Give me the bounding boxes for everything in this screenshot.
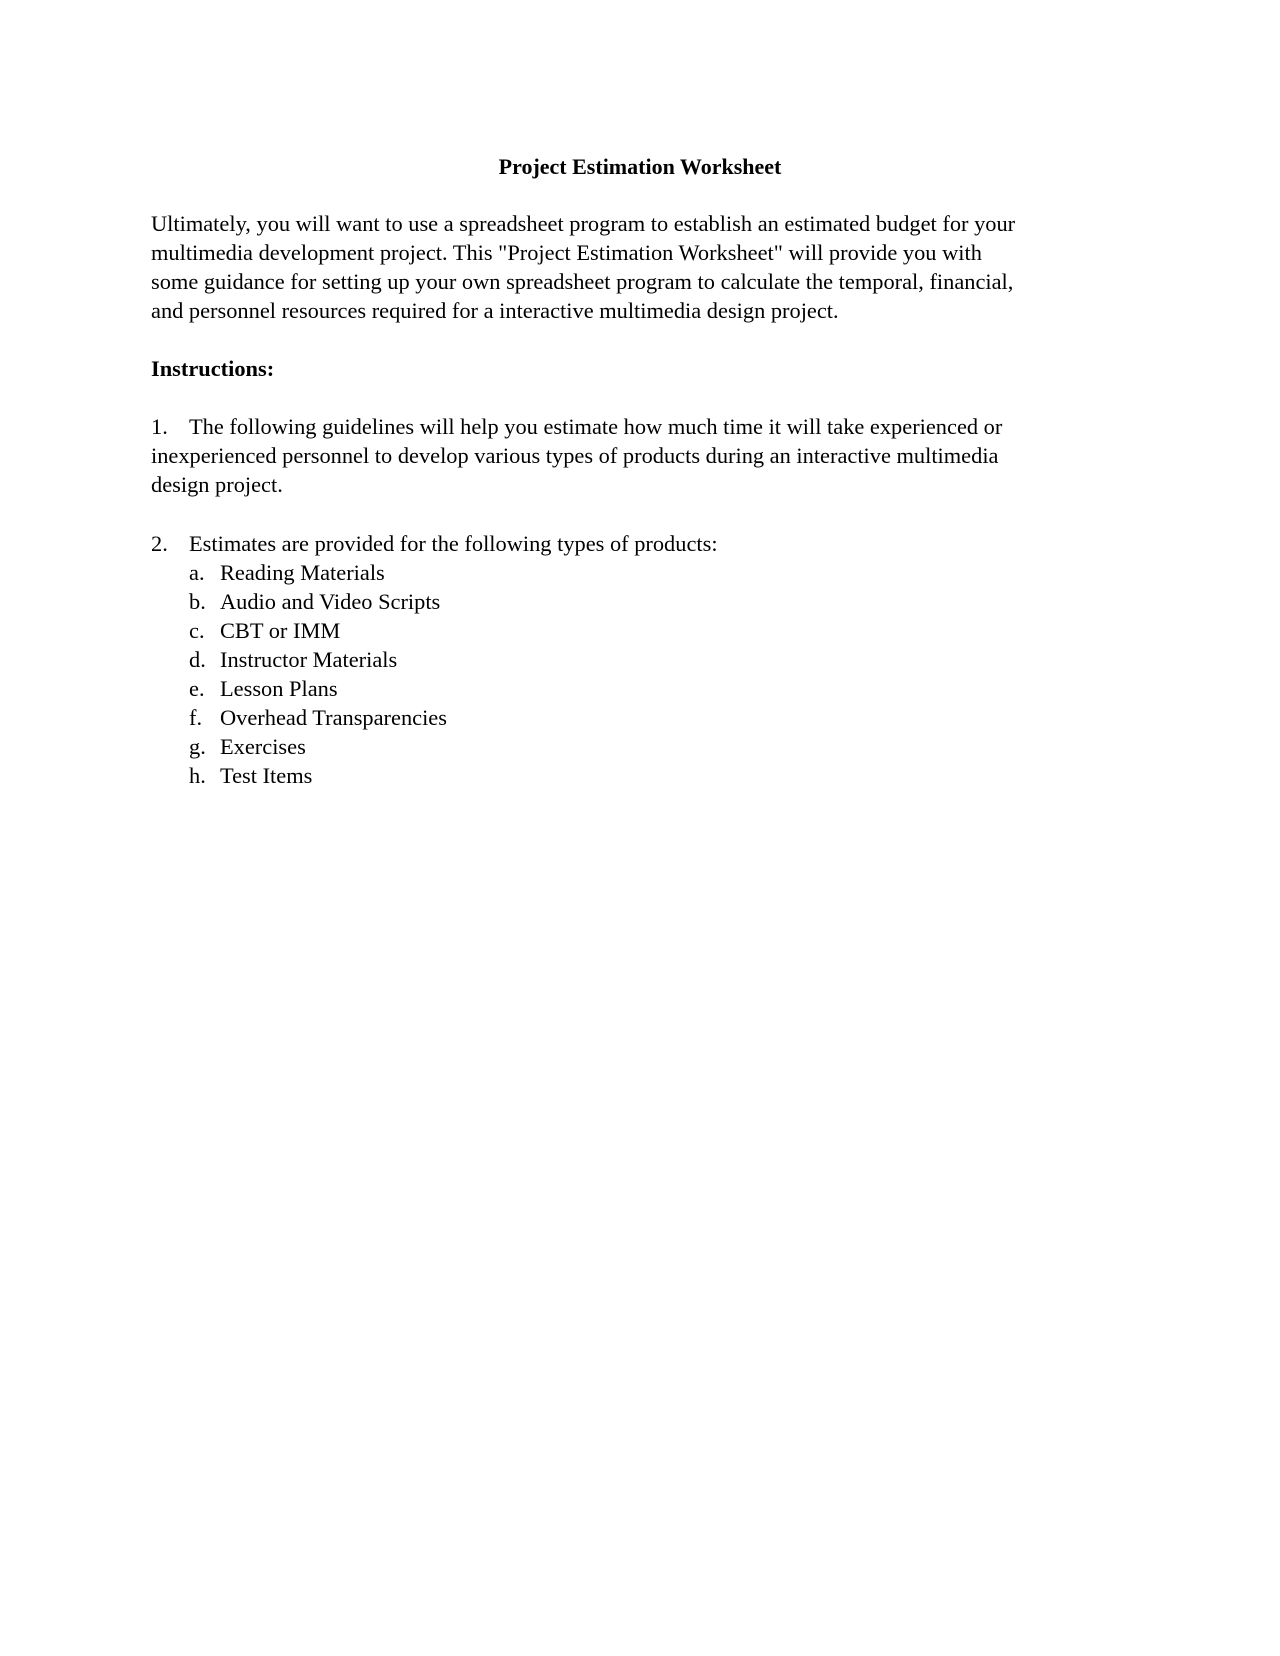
step-1-text: The following guidelines will help you estimate how much time it will take experienced or	[189, 414, 1003, 439]
step-2-text: Estimates are provided for the following types of products:	[189, 531, 718, 556]
step-2-first-line	[151, 529, 1141, 558]
list-item-text: Test Items	[220, 763, 313, 788]
list-item-letter: g.	[189, 734, 206, 759]
list-item	[189, 703, 1141, 732]
list-item	[189, 761, 1141, 790]
list-item-text: Overhead Transparencies	[220, 705, 447, 730]
list-item	[189, 616, 1141, 645]
list-item-text: Lesson Plans	[220, 676, 338, 701]
list-item-text: CBT or IMM	[220, 618, 341, 643]
document-title: Project Estimation Worksheet	[498, 154, 782, 179]
instruction-step-2	[151, 529, 1141, 790]
step-1-line: inexperienced personnel to develop various types of products during an interactive multimedia	[151, 443, 999, 468]
list-item-text: Instructor Materials	[220, 647, 398, 672]
list-item	[189, 587, 1141, 616]
step-number: 1.	[151, 414, 168, 439]
list-item	[189, 674, 1141, 703]
list-item	[189, 645, 1141, 674]
product-types-list	[151, 558, 1141, 790]
step-number: 2.	[151, 531, 168, 556]
list-item-letter: c.	[189, 618, 205, 643]
step-1-line: design project.	[151, 472, 283, 497]
step-1-first-line	[151, 412, 1141, 441]
list-item-letter: e.	[189, 676, 205, 701]
intro-paragraph	[151, 209, 1141, 325]
list-item-letter: d.	[189, 647, 206, 672]
list-item	[189, 732, 1141, 761]
list-item	[189, 558, 1141, 587]
list-item-letter: b.	[189, 589, 206, 614]
instruction-step-1	[151, 412, 1141, 499]
list-item-letter: a.	[189, 560, 205, 585]
intro-line: and personnel resources required for a interactive multimedia design project.	[151, 298, 839, 323]
list-item-letter: h.	[189, 763, 206, 788]
list-item-text: Audio and Video Scripts	[220, 589, 441, 614]
instructions-heading: Instructions:	[151, 356, 275, 381]
intro-line: multimedia development project. This "Project Estimation Worksheet" will provide you with	[151, 240, 982, 265]
intro-line: Ultimately, you will want to use a spreadsheet program to establish an estimated budget for your	[151, 211, 1016, 236]
list-item-text: Exercises	[220, 734, 306, 759]
list-item-letter: f.	[189, 705, 203, 730]
intro-line: some guidance for setting up your own spreadsheet program to calculate the temporal, financial,	[151, 269, 1014, 294]
list-item-text: Reading Materials	[220, 560, 385, 585]
